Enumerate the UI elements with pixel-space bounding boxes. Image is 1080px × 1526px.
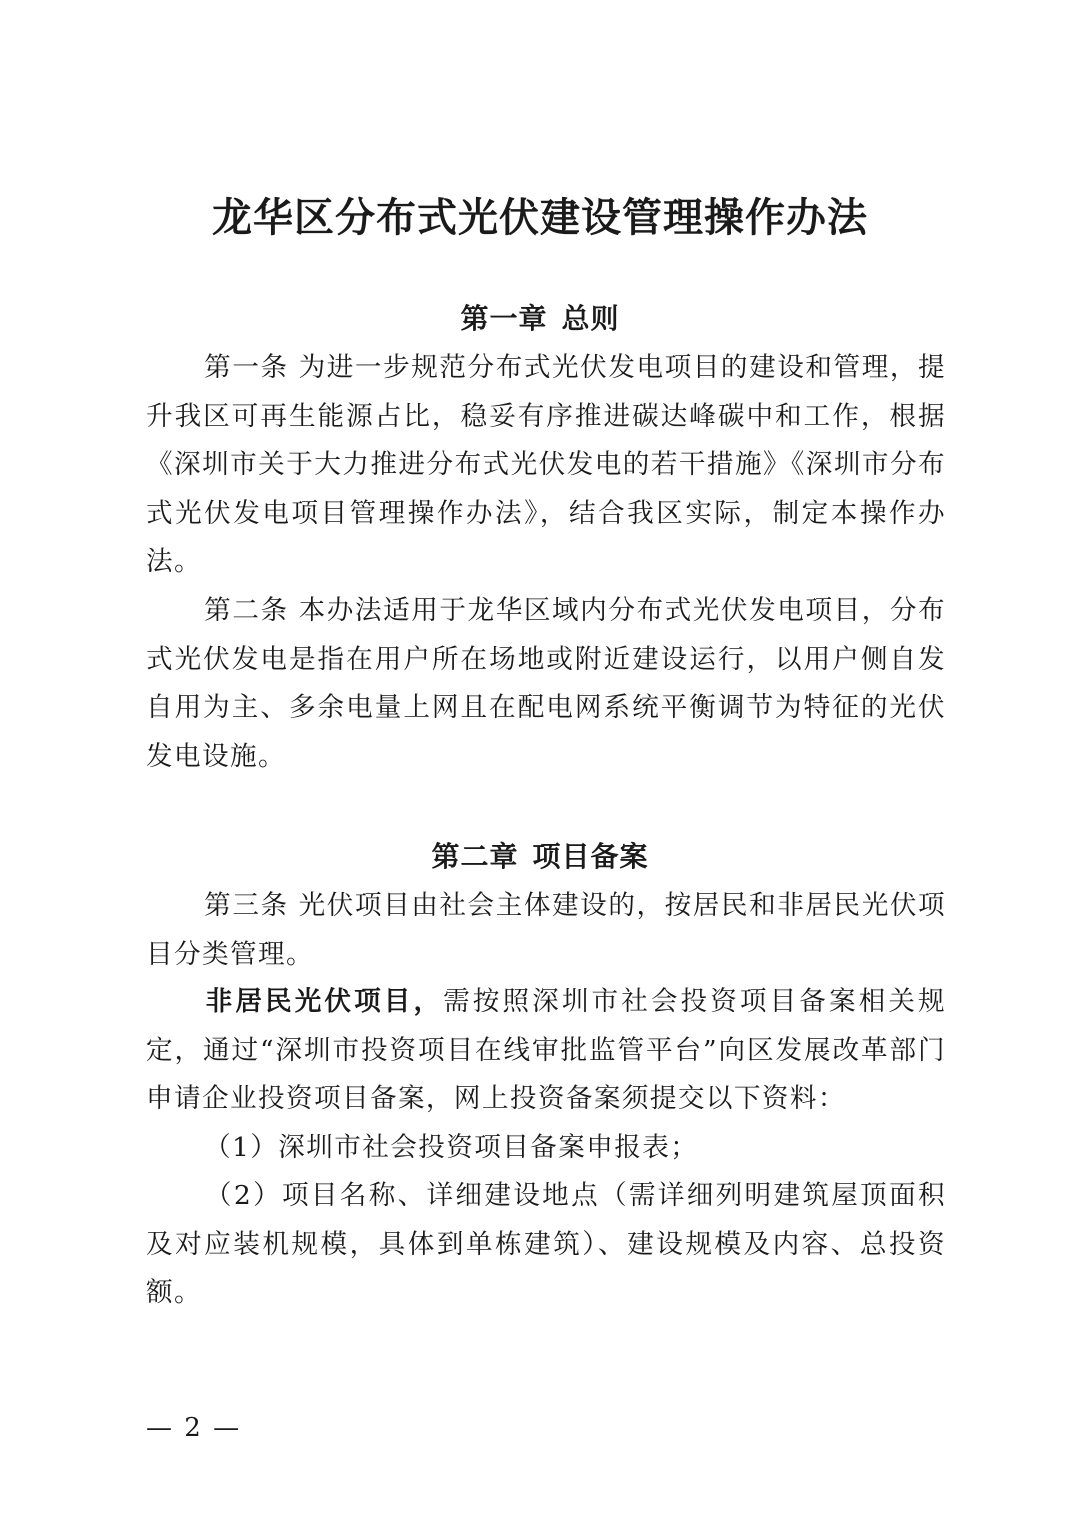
article-1 [146, 344, 946, 587]
list-item-1 [146, 1124, 946, 1173]
non-resident-text: 需按照深圳市社会投资项目备案相关规定，通过“深圳市投资项目在线审批监管平台”向区发展改革部门申请企业投资项目备案，网上投资备案须提交以下资料： [146, 986, 946, 1114]
document-title: 龙华区分布式光伏建设管理操作办法 [212, 195, 868, 241]
chapter-1-heading [0, 299, 1080, 339]
article-1-label: 第一条 [204, 352, 289, 383]
article-2-label: 第二条 [204, 595, 289, 626]
list-item-2 [146, 1172, 946, 1318]
chapter-2-heading [0, 837, 1080, 877]
article-1-text: 为进一步规范分布式光伏发电项目的建设和管理，提升我区可再生能源占比，稳妥有序推进碳达峰碳中和工作，根据《深圳市关于大力推进分布式光伏发电的若干措施》《深圳市分布式光伏发电项目管理操作办法》，结合我区实际，制定本操作办法。 [146, 352, 946, 577]
article-2-text: 本办法适用于龙华区域内分布式光伏发电项目，分布式光伏发电是指在用户所在场地或附近建设运行，以用户侧自发自用为主、多余电量上网且在配电网系统平衡调节为特征的光伏发电设施。 [146, 595, 946, 772]
article-2 [146, 587, 946, 781]
chapter-1-name: 总则 [561, 302, 620, 335]
chapter-1-number: 第一章 [460, 302, 548, 335]
list-item-1-text: （1）深圳市社会投资项目备案申报表； [204, 1132, 699, 1163]
article-3-label: 第三条 [204, 890, 289, 921]
list-item-2-text: （2）项目名称、详细建设地点（需详细列明建筑屋顶面积及对应装机规模，具体到单栋建筑）、建设规模及内容、总投资额。 [146, 1180, 946, 1308]
page-number: — 2 — [146, 1413, 242, 1443]
article-3 [146, 882, 946, 979]
chapter-2-name: 项目备案 [532, 840, 649, 873]
non-resident-heading: 非居民光伏项目， [204, 986, 444, 1017]
article-3-text: 光伏项目由社会主体建设的，按居民和非居民光伏项目分类管理。 [146, 890, 946, 970]
non-resident-paragraph [146, 978, 946, 1124]
chapter-2-number: 第二章 [431, 840, 519, 873]
